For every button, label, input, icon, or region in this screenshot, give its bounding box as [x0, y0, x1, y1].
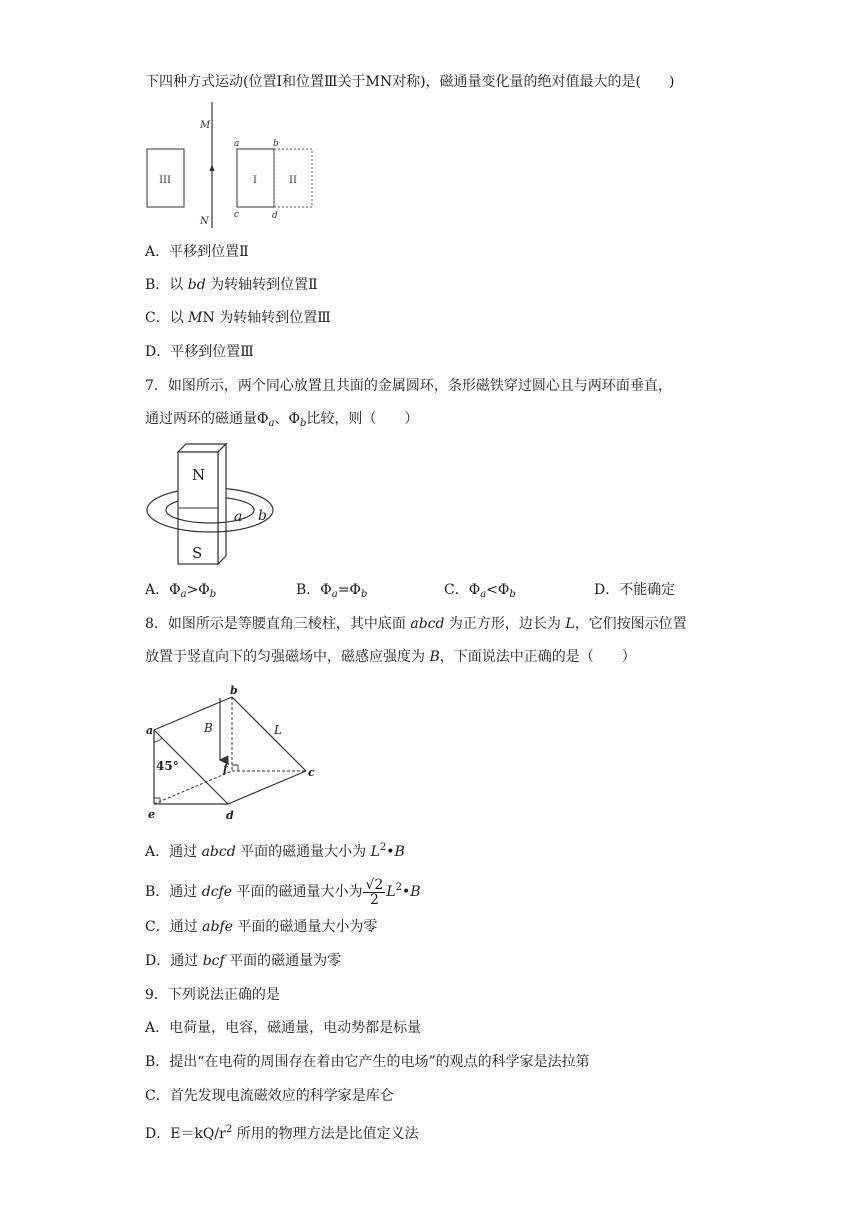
label-a: a — [234, 139, 240, 149]
label-d: d — [272, 211, 278, 221]
q6-option-b: B．以 bd 为转轴转到位置Ⅱ — [145, 277, 318, 293]
label-b: b — [273, 139, 279, 149]
label-I: I — [253, 175, 257, 186]
q6-option-a: A．平移到位置Ⅱ — [145, 244, 249, 260]
q7-option-d: D．不能确定 — [594, 582, 676, 598]
magnet-S-label: S — [192, 544, 203, 562]
q8-stem-line2: 放置于竖直向下的匀强磁场中，磁感应强度为 B，下面说法中正确的是（ ） — [145, 649, 636, 665]
ring-a-label: a — [234, 509, 243, 525]
vertex-a: a — [146, 724, 154, 737]
q9-option-b: B．提出“在电荷的周围存在着由它产生的电场”的观点的科学家是法拉第 — [145, 1054, 590, 1070]
ring-b-label: b — [258, 508, 267, 524]
q9-option-c: C．首先发现电流磁效应的科学家是库仑 — [145, 1088, 394, 1104]
angle-45-label: 45° — [156, 759, 179, 773]
q9-stem: 9．下列说法正确的是 — [145, 987, 280, 1003]
vertex-f: f — [223, 762, 228, 775]
fraction-sqrt2-over-2: $\frac{√2}{2}$ — [365, 876, 384, 908]
label-II: II — [289, 175, 297, 186]
q7-option-a: A．$\Phi_a>\Phi_b$ — [145, 582, 217, 600]
q9-option-d: D．$E=kQ/r^2$ 所用的物理方法是比值定义法 — [145, 1124, 419, 1142]
label-N: N — [200, 216, 209, 227]
q7-stem-line2: 通过两环的磁通量$\Phi_a$、$\Phi_b$比较，则（ ） — [145, 411, 419, 429]
vertex-c: c — [308, 766, 315, 779]
q7-option-c: C．$\Phi_a<\Phi_b$ — [444, 582, 516, 600]
magnet-N-label: N — [192, 466, 206, 484]
q7-option-b: B．$\Phi_a=\Phi_b$ — [296, 582, 368, 600]
q7-figure — [140, 440, 280, 570]
vertex-d: d — [226, 809, 234, 822]
edge-L-label: L — [274, 723, 282, 737]
field-B-label: B — [204, 721, 213, 735]
q6-option-d: D．平移到位置Ⅲ — [145, 344, 254, 360]
q9-option-a: A．电荷量，电容，磁通量，电动势都是标量 — [145, 1020, 422, 1036]
q6-stem: 下四种方式运动(位置Ⅰ和位置Ⅲ关于MN对称)，磁通量变化量的绝对值最大的是( ) — [145, 74, 675, 90]
q8-option-d: D．通过 bcf 平面的磁通量为零 — [145, 953, 342, 969]
q8-option-a: A．通过 abcd 平面的磁通量大小为 $L^2•B$ — [145, 842, 405, 860]
q6-figure — [140, 100, 330, 230]
vertex-b: b — [230, 684, 238, 697]
label-c: c — [234, 210, 240, 220]
q8-option-b: B．通过 dcfe 平面的磁通量大小为 $\frac{√2}{2}$ $L^2•B$ — [145, 876, 421, 908]
q8-option-c: C．通过 abfe 平面的磁通量大小为零 — [145, 919, 378, 935]
vertex-e: e — [148, 808, 155, 821]
label-M: M — [200, 120, 211, 131]
label-III: III — [159, 175, 171, 186]
q7-stem-line1: 7．如图所示，两个同心放置且共面的金属圆环，条形磁铁穿过圆心且与两环面垂直， — [145, 378, 672, 394]
q8-stem-line1: 8．如图所示是等腰直角三棱柱，其中底面 abcd 为正方形，边长为 L，它们按图示位置 — [145, 616, 687, 632]
q8-figure — [140, 680, 340, 825]
q6-option-c: C．以 MN 为转轴转到位置Ⅲ — [145, 310, 331, 326]
